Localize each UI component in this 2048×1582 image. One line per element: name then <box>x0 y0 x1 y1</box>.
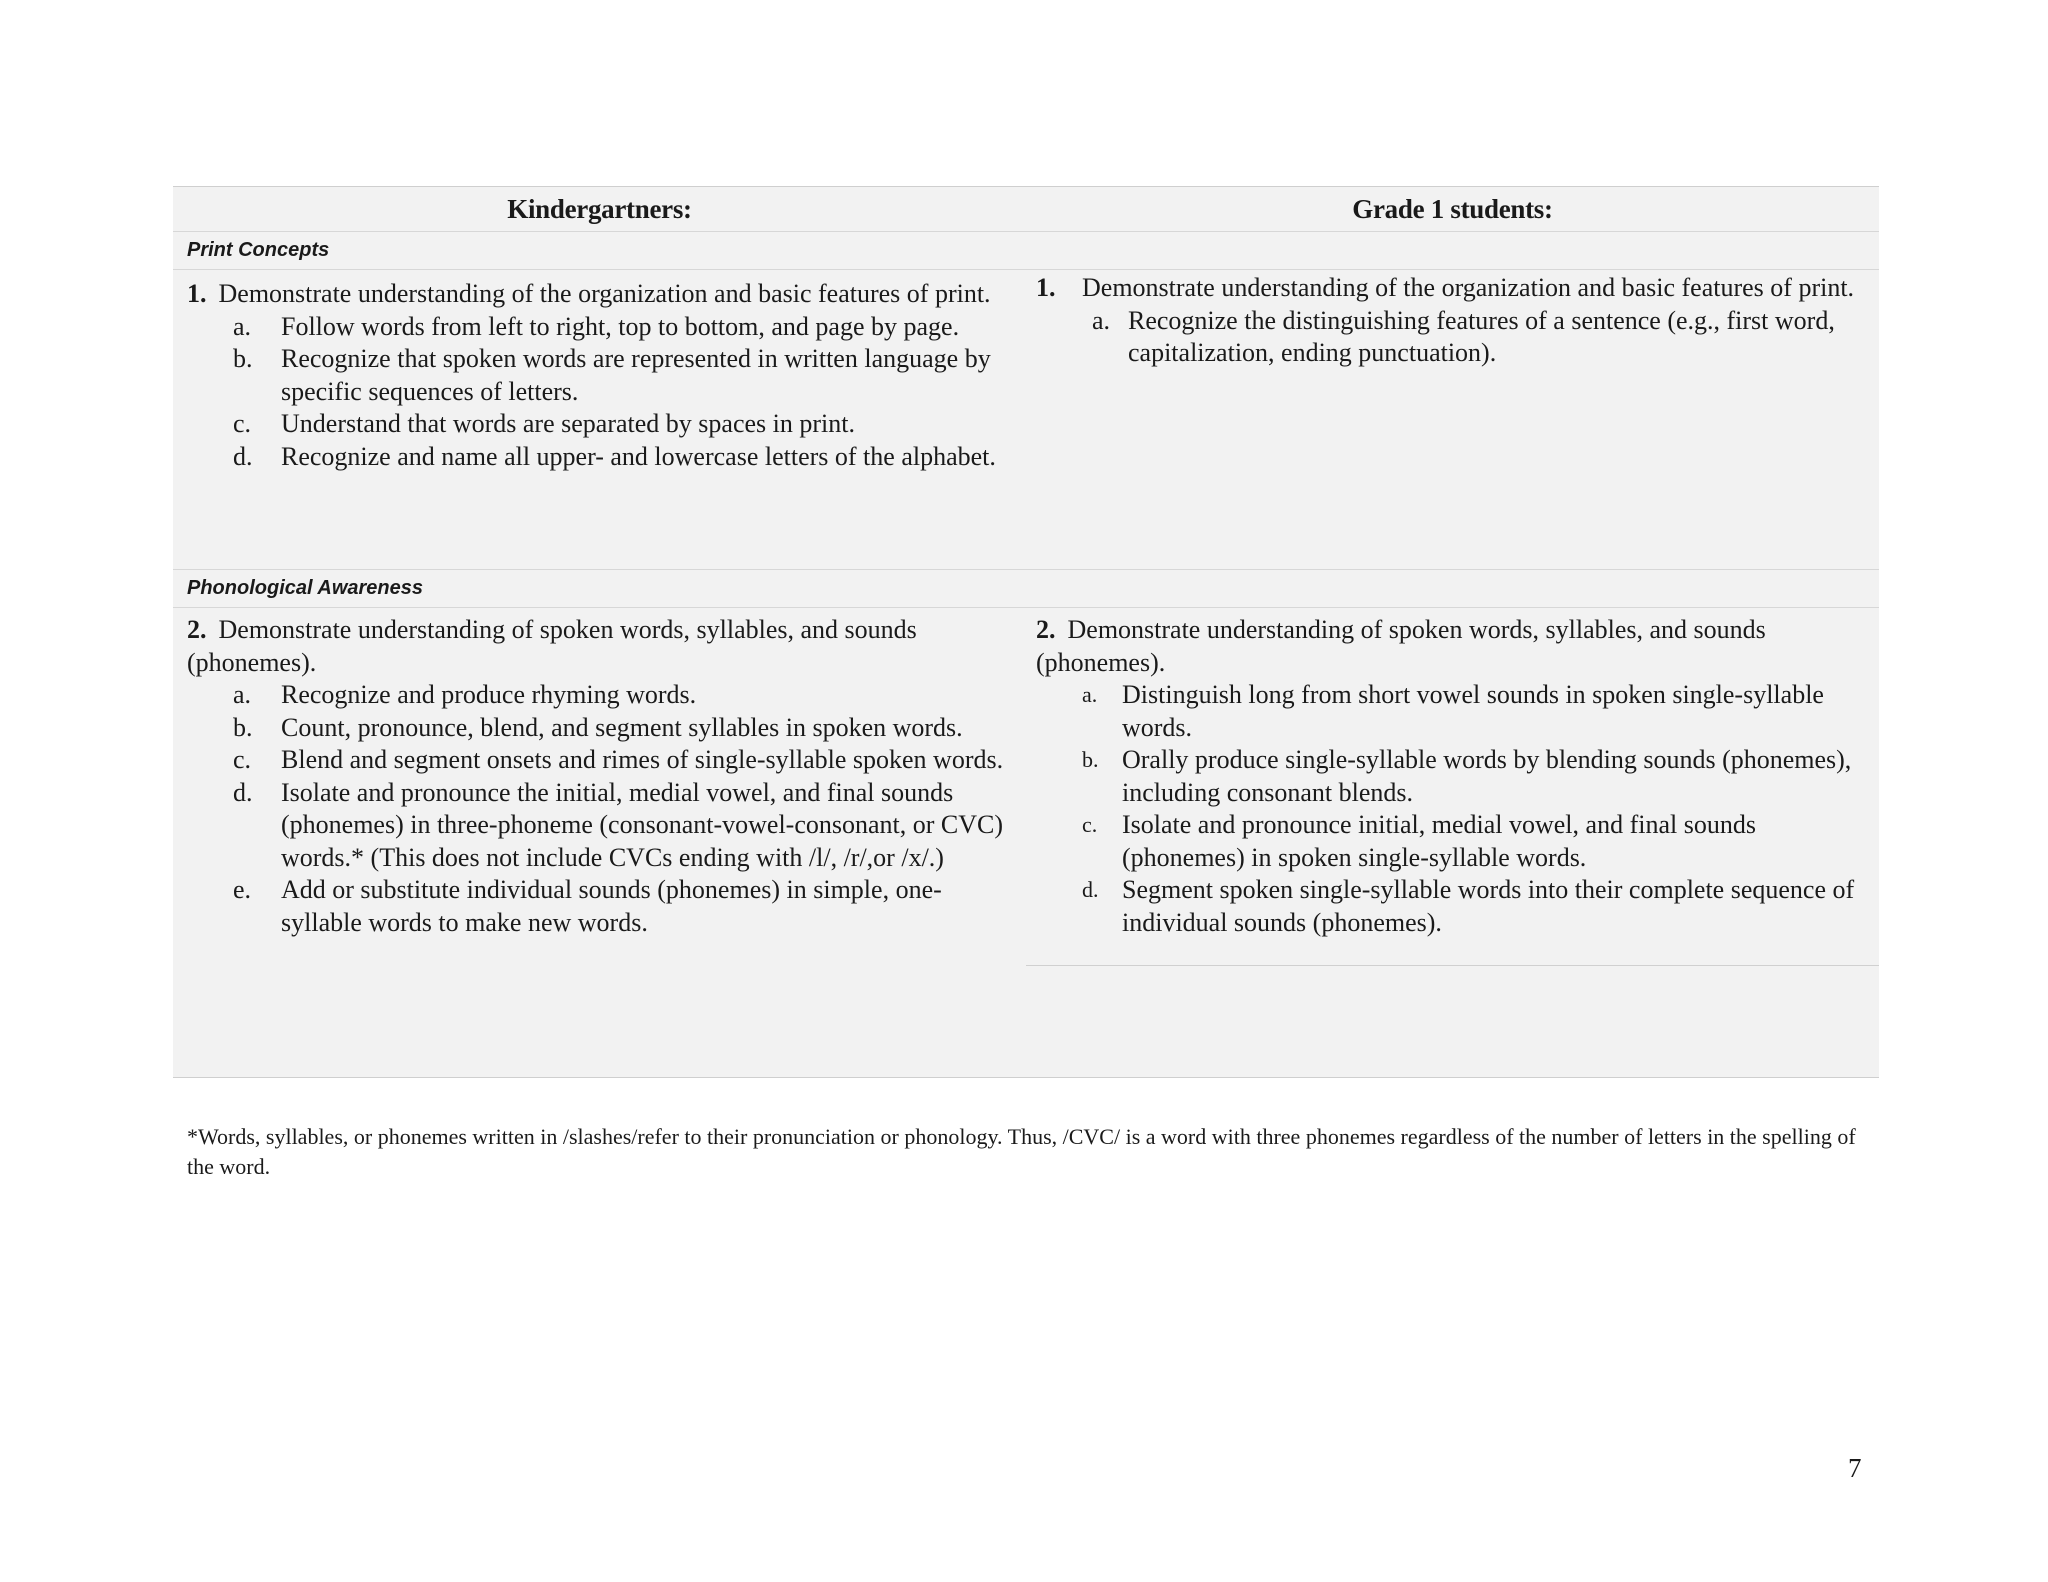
item-text: Blend and segment onsets and rimes of single-syllable spoken words. <box>281 745 1004 774</box>
section-title-print-concepts: Print Concepts <box>173 232 1879 270</box>
item-letter: a. <box>1092 305 1111 335</box>
standard-heading <box>187 278 1020 311</box>
item-letter: b. <box>233 712 253 742</box>
standard-number: 2. <box>1036 615 1056 644</box>
kindergarten-header: Kindergartners: <box>507 193 692 224</box>
item-text: Orally produce single-syllable words by blending sounds (phonemes), including consonant blends. <box>1122 745 1852 807</box>
item-letter: e. <box>233 875 252 904</box>
list-item <box>187 712 1020 745</box>
list-item <box>1036 305 1867 370</box>
standard-number: 1. <box>1036 273 1056 302</box>
list-item <box>187 679 1020 712</box>
cell-divider <box>1026 965 1879 966</box>
standard-text: Demonstrate understanding of spoken words, syllables, and sounds (phonemes). <box>187 615 917 677</box>
item-letter: d. <box>1082 877 1099 902</box>
page-number: 7 <box>1848 1453 1862 1483</box>
standard-text: Demonstrate understanding of spoken words, syllables, and sounds (phonemes). <box>1036 615 1766 677</box>
item-letter: a. <box>1082 682 1098 707</box>
grade1-header: Grade 1 students: <box>1352 193 1553 224</box>
item-letter: b. <box>1082 747 1099 772</box>
standard-number: 2. <box>187 615 207 644</box>
list-item <box>1036 744 1867 809</box>
list-item <box>187 874 1020 939</box>
list-item <box>187 408 1020 441</box>
standard-text: Demonstrate understanding of the organization and basic features of print. <box>1082 273 1855 302</box>
item-letter: d. <box>233 777 253 807</box>
item-letter: c. <box>233 745 252 774</box>
standard-number: 1. <box>187 279 207 308</box>
item-text: Follow words from left to right, top to bottom, and page by page. <box>281 311 960 341</box>
sub-standard-list <box>1036 305 1867 370</box>
item-text: Isolate and pronounce initial, medial vowel, and final sounds (phonemes) in spoken single-syllable words. <box>1122 810 1756 872</box>
item-letter: c. <box>233 409 252 438</box>
standard-heading <box>1036 614 1867 679</box>
grade1-cell <box>1026 270 1879 569</box>
item-text: Add or substitute individual sounds (phonemes) in simple, one-syllable words to make new words. <box>281 875 942 937</box>
table-header-row <box>173 187 1879 232</box>
list-item <box>187 777 1020 875</box>
list-item <box>187 311 1020 344</box>
standard-heading <box>187 614 1020 679</box>
kindergarten-cell <box>173 270 1026 569</box>
list-item <box>1036 874 1867 939</box>
item-letter: d. <box>233 441 253 471</box>
item-letter: a. <box>233 680 252 709</box>
kindergarten-cell <box>173 608 1026 1077</box>
section-content-phonological-awareness <box>173 608 1879 1077</box>
item-text: Understand that words are separated by spaces in print. <box>281 409 855 438</box>
section-content-print-concepts <box>173 270 1879 570</box>
item-letter: a. <box>233 311 252 341</box>
item-text: Recognize that spoken words are represented in written language by specific sequences of letters. <box>281 344 991 406</box>
sub-standard-list <box>187 311 1020 474</box>
item-text: Isolate and pronounce the initial, medial vowel, and final sounds (phonemes) in three-phoneme (consonant-vowel-consonant, or CVC) words.* (This does not include CVCs ending with /l/, /r/,or /x/.) <box>281 777 1004 872</box>
list-item <box>187 441 1020 474</box>
sub-standard-list <box>1036 679 1867 939</box>
footnote: *Words, syllables, or phonemes written in /slashes/refer to their pronunciation or phonology. Thus, /CVC/ is a word with three phonemes regardless of the number of letters in the spelling of the word. <box>187 1124 1856 1179</box>
list-item <box>1036 679 1867 744</box>
item-text: Recognize the distinguishing features of a sentence (e.g., first word, capitalization, ending punctuation). <box>1128 305 1835 367</box>
standard-text: Demonstrate understanding of the organization and basic features of print. <box>218 279 991 308</box>
item-text: Distinguish long from short vowel sounds in spoken single-syllable words. <box>1122 680 1824 742</box>
standards-table <box>173 186 1879 1078</box>
grade1-cell <box>1026 608 1879 1077</box>
standard-heading <box>1036 272 1867 305</box>
item-letter: c. <box>1082 812 1098 837</box>
item-letter: b. <box>233 344 253 373</box>
list-item <box>187 343 1020 408</box>
section-title-phonological-awareness: Phonological Awareness <box>173 570 1879 608</box>
item-text: Count, pronounce, blend, and segment syllables in spoken words. <box>281 712 963 742</box>
item-text: Recognize and name all upper- and lowercase letters of the alphabet. <box>281 441 996 471</box>
item-text: Segment spoken single-syllable words into their complete sequence of individual sounds (phonemes). <box>1122 875 1855 937</box>
list-item <box>187 744 1020 777</box>
list-item <box>1036 809 1867 874</box>
sub-standard-list <box>187 679 1020 939</box>
item-text: Recognize and produce rhyming words. <box>281 680 697 709</box>
